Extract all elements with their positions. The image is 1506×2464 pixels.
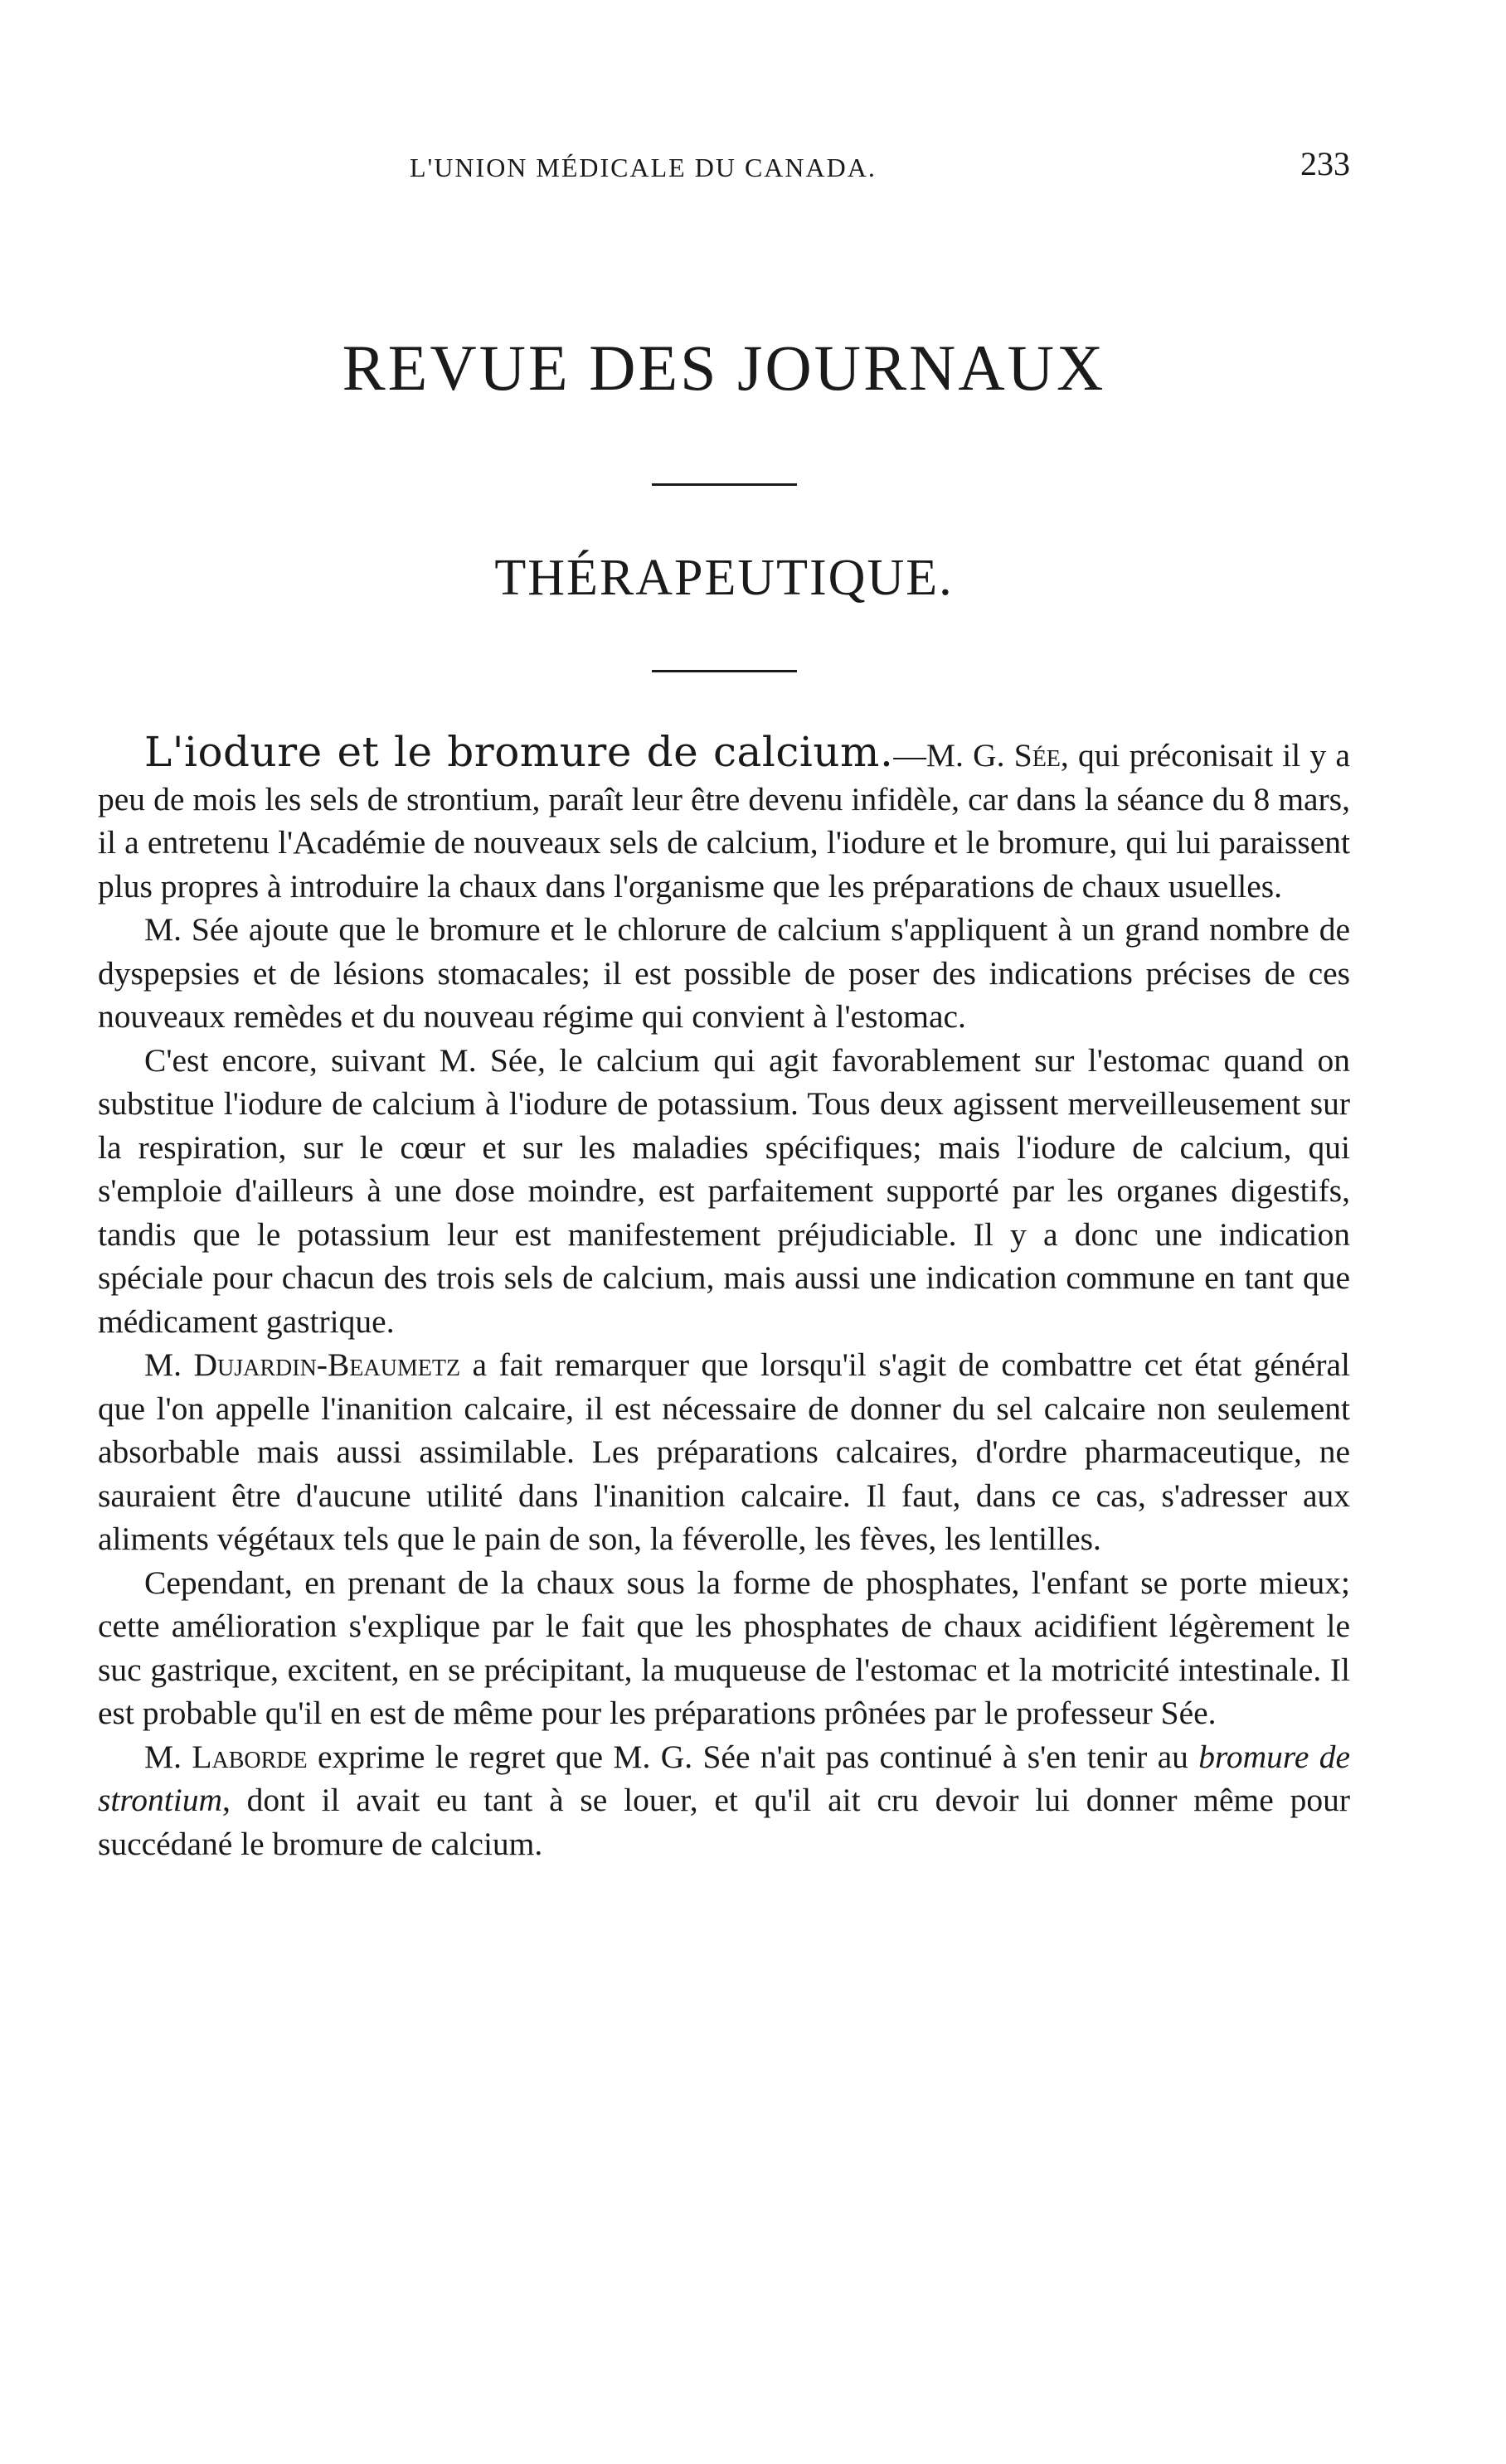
paragraph-6-prefix: M. (144, 1738, 192, 1775)
subsection-divider (652, 670, 797, 672)
paragraph-4-text: a fait remarquer que lorsqu'il s'agit de combattre cet état général que l'on appelle l'inanition calcaire, il est nécessaire de donner du sel calcaire non seulement absorbable mais aussi assimilable. Les préparations calcaires, d'ordre pharmaceutique, ne sauraient être d'aucune utilité dans l'inanition calcaire. Il faut, dans ce cas, s'adresser aux aliments végétaux tels que le pain de son, la féverolle, les fèves, les lentilles. (98, 1346, 1351, 1557)
section-title: REVUE DES JOURNAUX (342, 332, 1106, 404)
paragraph-4 (98, 1343, 1350, 1561)
page-number: 233 (1300, 145, 1350, 182)
article-heading: L'iodure et le bromure de calcium. (144, 728, 894, 776)
section-divider (652, 483, 797, 486)
running-head (98, 133, 1350, 191)
article-body (98, 730, 1350, 1865)
running-title: L'UNION MÉDICALE DU CANADA. (410, 153, 877, 182)
subsection-title: THÉRAPEUTIQUE. (494, 550, 954, 606)
paragraph-5: Cependant, en prenant de la chaux sous la forme de phosphates, l'enfant se porte mieux; cette amélioration s'explique par le fait que les phosphates de chaux acidifient légèrement le suc gastrique, excitent, en se précipitant, la muqueuse de l'estomac et la motricité intestinale. Il est probable qu'il en est de même pour les préparations prônées par le professeur Sée. (98, 1564, 1350, 1731)
paragraph-6-text-b: , dont il avait eu tant à se louer, et qu'il ait cru devoir lui donner même pour succédané le bromure de calcium. (98, 1782, 1350, 1862)
author-name: M. G. Sée, (925, 737, 1069, 774)
paragraph-6 (98, 1735, 1350, 1866)
author-name: Laborde (192, 1738, 308, 1775)
paragraph-6-text-a: exprime le regret que M. G. Sée n'ait pas continué à s'en tenir au (307, 1738, 1199, 1775)
paragraph-4-prefix: M. (144, 1346, 194, 1383)
heading-dash: — (893, 737, 926, 774)
paragraph-3: C'est encore, suivant M. Sée, le calcium qui agit favorablement sur l'estomac quand on substitue l'iodure de calcium à l'iodure de potassium. Tous deux agissent merveilleusement sur la respiration, sur le cœur et sur les maladies spécifiques; mais l'iodure de calcium, qui s'emploie d'ailleurs à une dose moindre, est parfaitement supporté par les organes digestifs, tandis que le potassium leur est manifestement préjudiciable. Il y a donc une indication spéciale pour chacun des trois sels de calcium, mais aussi une indication commune en tant que médicament gastrique. (98, 1041, 1350, 1340)
italic-term: bromure de strontium (98, 1738, 1350, 1818)
author-name: Dujardin-Beaumetz (193, 1346, 461, 1383)
paragraph-1-text: qui préconisait il y a peu de mois les sels de strontium, paraît leur être devenu infidèle, car dans la séance du 8 mars, il a entretenu l'Académie de nouveaux sels de calcium, l'iodure et le bromure, qui lui paraissent plus propres à introduire la chaux dans l'organisme que les préparations de chaux usuelles. (98, 737, 1350, 905)
paragraph-2: M. Sée ajoute que le bromure et le chlorure de calcium s'appliquent à un grand nombre de dyspepsies et de lésions stomacales; il est possible de poser des indications précises de ces nouveaux remèdes et du nouveau régime qui convient à l'estomac. (98, 911, 1350, 1035)
paragraph-1 (98, 730, 1350, 908)
journal-page (98, 133, 1350, 1865)
